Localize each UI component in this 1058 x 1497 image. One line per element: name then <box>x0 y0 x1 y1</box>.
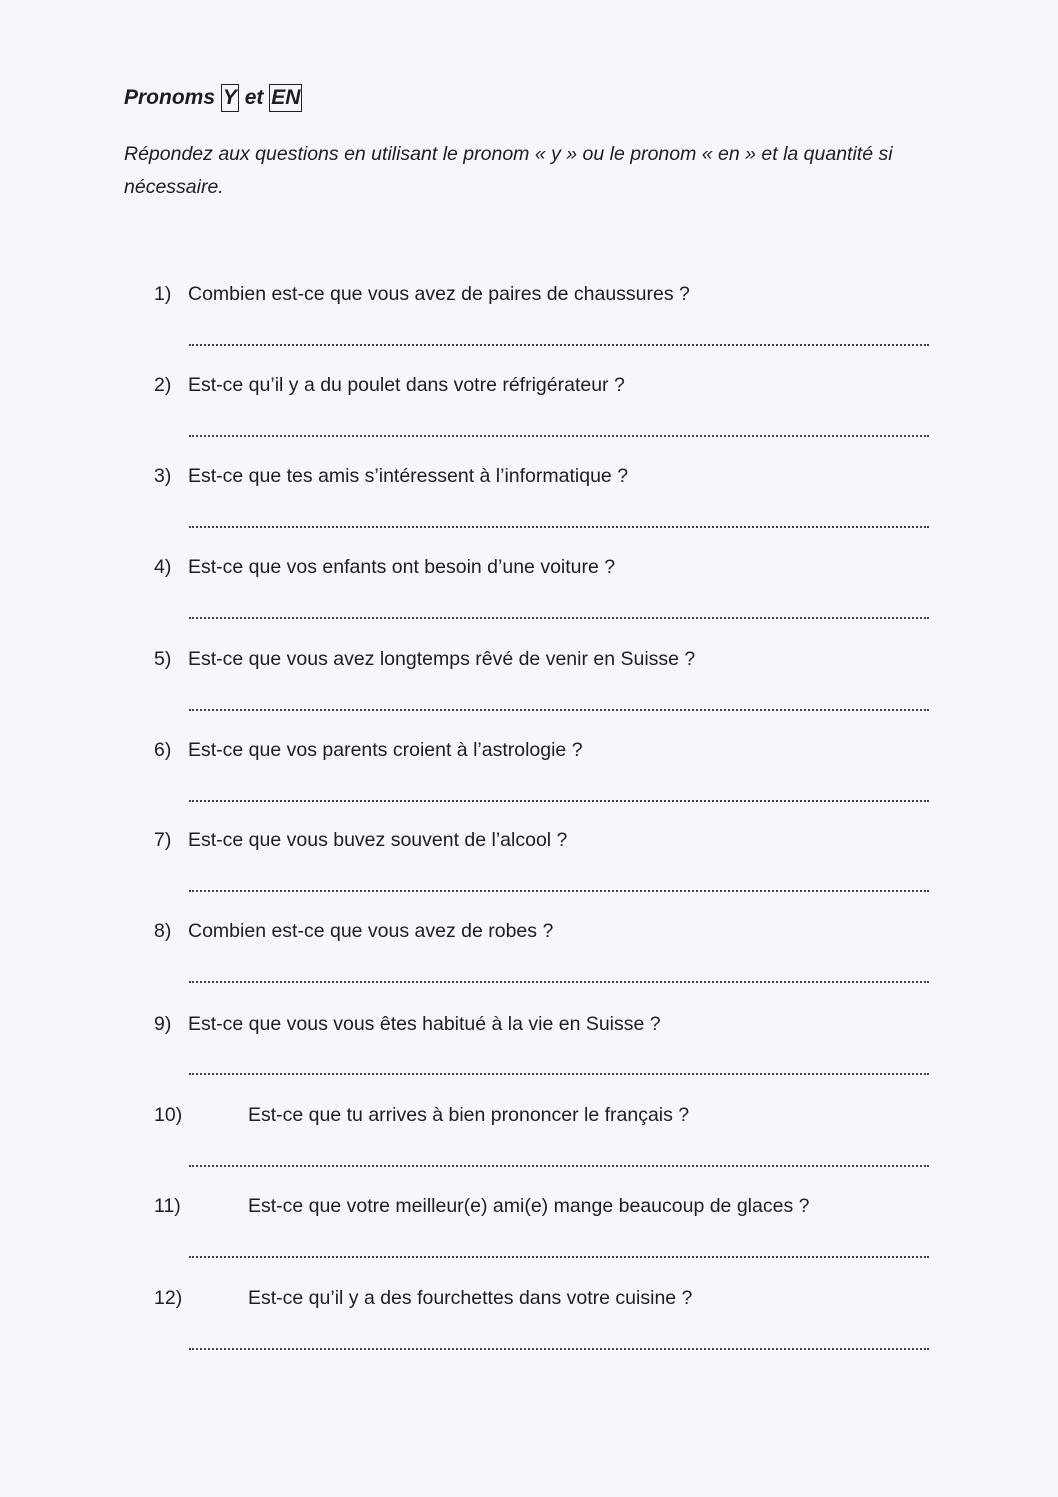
question-number: 9) <box>154 1013 172 1035</box>
question-number: 1) <box>154 283 172 305</box>
answer-line[interactable] <box>189 526 929 528</box>
question-number: 5) <box>154 648 172 670</box>
question-number: 6) <box>154 739 172 761</box>
question-text: Combien est-ce que vous avez de paires de chaussures ? <box>188 283 690 305</box>
question-number: 10) <box>154 1104 183 1126</box>
title-et: et <box>238 86 270 109</box>
answer-line[interactable] <box>189 1165 929 1167</box>
question-number: 2) <box>154 374 172 396</box>
answer-line[interactable] <box>189 1256 929 1258</box>
question-number: 8) <box>154 920 172 942</box>
question-number: 12) <box>154 1287 183 1309</box>
answer-line[interactable] <box>189 1073 929 1075</box>
question-text: Est-ce que vos parents croient à l’astrologie ? <box>188 739 583 761</box>
title-y-box: Y <box>221 84 239 112</box>
question-number: 4) <box>154 556 172 578</box>
title-prefix: Pronoms <box>124 86 221 109</box>
question-text: Est-ce que tes amis s’intéressent à l’informatique ? <box>188 465 629 487</box>
question-text: Est-ce que vous vous êtes habitué à la vie en Suisse ? <box>188 1013 661 1035</box>
answer-line[interactable] <box>189 981 929 983</box>
question-text: Est-ce que vous buvez souvent de l’alcool ? <box>188 829 568 851</box>
question-text: Est-ce que votre meilleur(e) ami(e) mange beaucoup de glaces ? <box>248 1195 810 1217</box>
title-en-box: EN <box>269 84 302 112</box>
answer-line[interactable] <box>189 800 929 802</box>
answer-line[interactable] <box>189 1348 929 1350</box>
instruction-text: Répondez aux questions en utilisant le pronom « y » ou le pronom « en » et la quantité si nécessaire. <box>124 143 893 198</box>
answer-line[interactable] <box>189 709 929 711</box>
question-text: Combien est-ce que vous avez de robes ? <box>188 920 554 942</box>
answer-line[interactable] <box>189 344 929 346</box>
answer-line[interactable] <box>189 435 929 437</box>
question-number: 3) <box>154 465 172 487</box>
question-text: Est-ce qu’il y a des fourchettes dans votre cuisine ? <box>248 1287 693 1309</box>
answer-line[interactable] <box>189 617 929 619</box>
question-number: 11) <box>154 1195 181 1217</box>
page-title <box>124 84 302 112</box>
question-text: Est-ce que vous avez longtemps rêvé de venir en Suisse ? <box>188 648 696 670</box>
answer-line[interactable] <box>189 890 929 892</box>
question-text: Est-ce que tu arrives à bien prononcer le français ? <box>248 1104 690 1126</box>
question-number: 7) <box>154 829 172 851</box>
question-text: Est-ce qu’il y a du poulet dans votre réfrigérateur ? <box>188 374 625 396</box>
question-text: Est-ce que vos enfants ont besoin d’une voiture ? <box>188 556 616 578</box>
